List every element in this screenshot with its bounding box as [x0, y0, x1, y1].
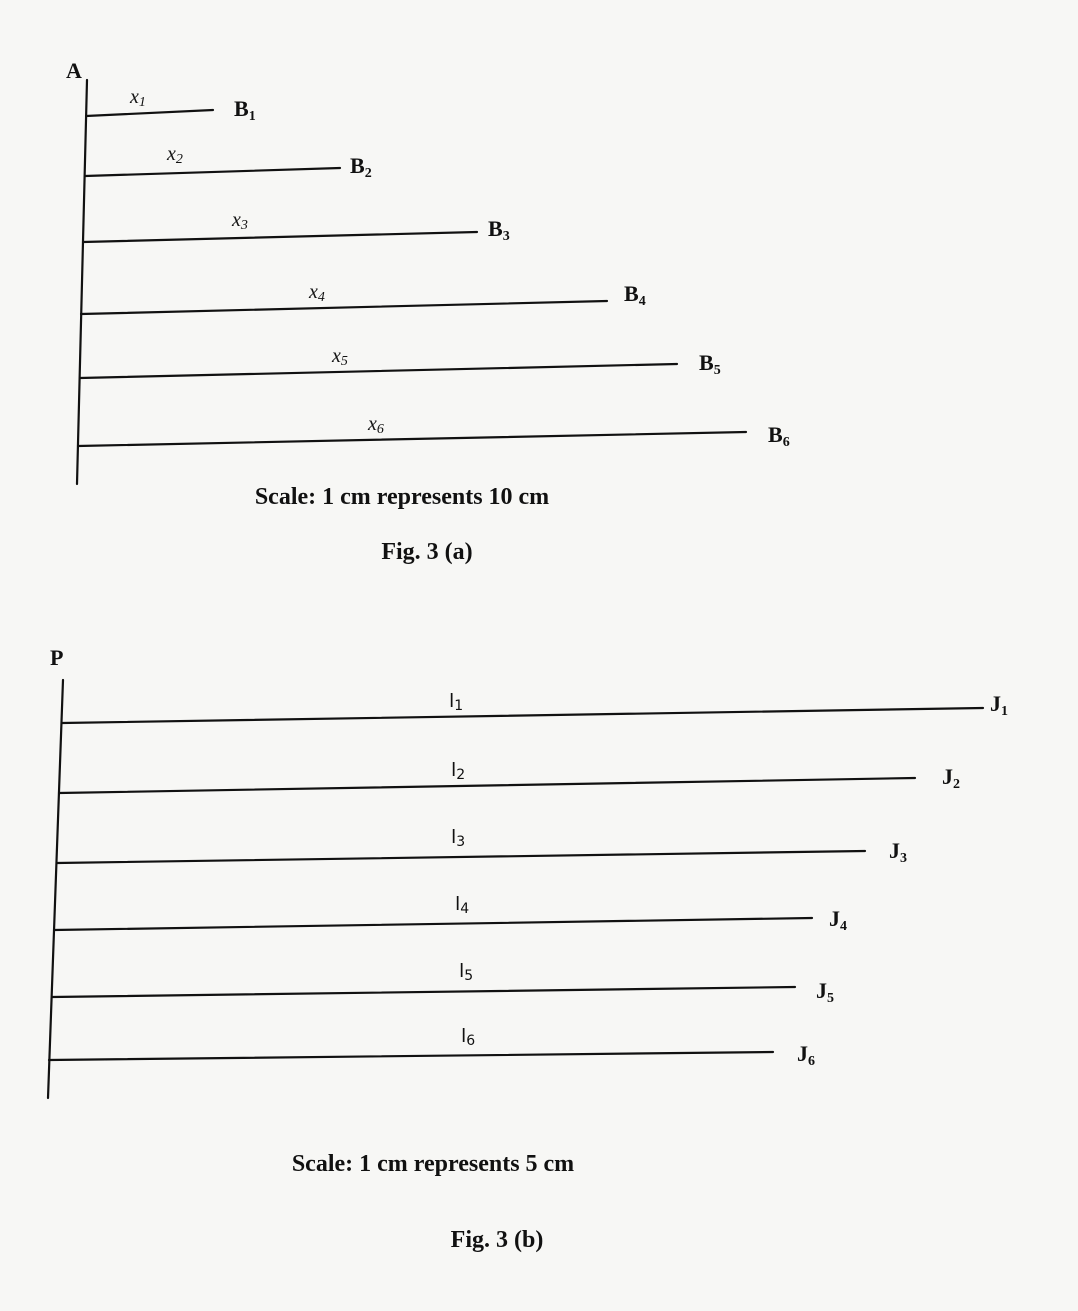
- fig-b-var-label-5: l5: [459, 960, 474, 984]
- fig-a-var-label-3: x3: [232, 209, 248, 233]
- fig-b-line-3: [57, 851, 865, 863]
- fig-b-end-label-2: J2: [942, 764, 960, 792]
- fig-a-var-label-4: x4: [309, 281, 325, 305]
- fig-a-line-5: [80, 364, 677, 378]
- fig-b-var-label-3: l3: [451, 826, 466, 850]
- fig-b-vertical-axis: [48, 680, 63, 1098]
- fig-b-var-label-1: l1: [449, 690, 464, 714]
- fig-b-var-label-6: l6: [461, 1025, 476, 1049]
- fig-a-var-label-2: x2: [167, 143, 183, 167]
- fig-a-vertical-axis: [77, 80, 87, 484]
- fig-b-var-label-2: l2: [451, 759, 466, 783]
- fig-b-caption: Fig. 3 (b): [450, 1227, 544, 1253]
- fig-a-var-label-5: x5: [332, 345, 348, 369]
- fig-b-var-label-4: l4: [455, 893, 470, 917]
- fig-a: [66, 58, 790, 565]
- fig-b-end-label-3: J3: [889, 838, 907, 866]
- fig-b-line-6: [49, 1052, 773, 1060]
- fig-a-end-label-5: B5: [699, 350, 721, 378]
- fig-a-line-2: [85, 168, 340, 176]
- fig-a-end-label-3: B3: [488, 216, 510, 244]
- fig-a-line-1: [86, 110, 213, 116]
- fig-b-line-1: [62, 708, 983, 723]
- fig-a-end-label-1: B1: [234, 96, 256, 124]
- fig-b-end-label-5: J5: [816, 978, 834, 1006]
- fig-a-var-label-1: x1: [130, 86, 146, 110]
- fig-a-var-label-6: x6: [368, 413, 384, 437]
- fig-a-caption: Fig. 3 (a): [381, 539, 473, 565]
- fig-b-line-2: [59, 778, 915, 793]
- fig-b-line-4: [54, 918, 812, 930]
- fig-b-line-5: [52, 987, 795, 997]
- fig-a-end-label-6: B6: [768, 422, 790, 450]
- fig-a-line-4: [81, 301, 607, 314]
- fig-a-line-3: [83, 232, 477, 242]
- fig-a-end-label-4: B4: [624, 281, 646, 309]
- fig-a-origin-label: A: [66, 58, 82, 83]
- fig-b-scale-text: Scale: 1 cm represents 5 cm: [291, 1151, 575, 1177]
- fig-a-end-label-2: B2: [350, 153, 372, 181]
- fig-b-origin-label: P: [50, 645, 64, 670]
- fig-b-end-label-6: J6: [797, 1041, 815, 1069]
- fig-b-end-label-1: J1: [990, 691, 1008, 719]
- fig-a-scale-text: Scale: 1 cm represents 10 cm: [254, 484, 550, 510]
- fig-a-line-6: [78, 432, 746, 446]
- fig-b: [48, 645, 1008, 1253]
- fig-b-end-label-4: J4: [829, 906, 847, 934]
